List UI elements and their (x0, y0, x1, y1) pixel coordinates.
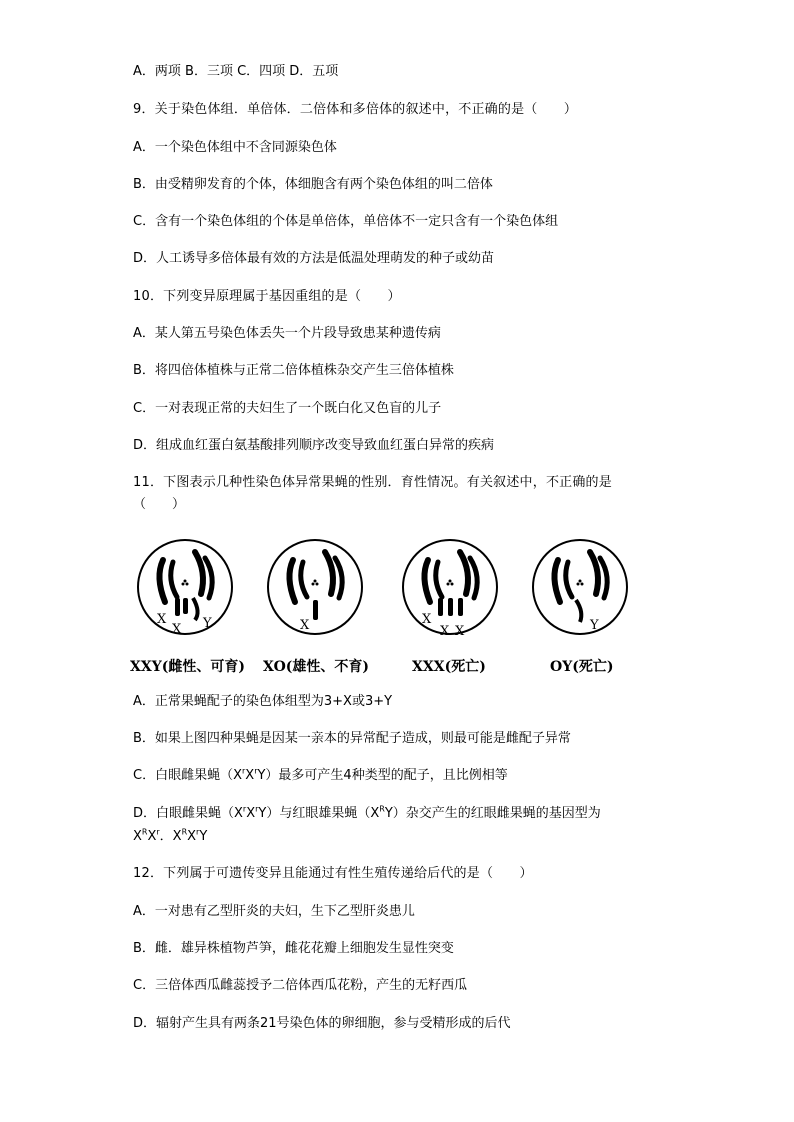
option-d: D．人工诱导多倍体最有效的方法是低温处理萌发的种子或幼苗 (133, 251, 495, 266)
text-part: X (245, 768, 255, 783)
cell-oy-icon (530, 532, 630, 652)
option-d-genotype (133, 829, 207, 845)
label-x: X (157, 612, 167, 627)
option-a: A．正常果蝇配子的染色体组型为3+X或3+Y (133, 694, 393, 709)
allele-sup: r (242, 804, 247, 814)
caption-xxy: XXY(雌性、可育) (130, 659, 245, 675)
caption-oy: OY(死亡) (550, 659, 614, 675)
option-a: A．一个染色体组中不含同源染色体 (133, 140, 337, 155)
label-x: X (440, 624, 450, 639)
option-a: A．一对患有乙型肝炎的夫妇，生下乙型肝炎患儿 (133, 904, 415, 919)
text-part: X (246, 806, 256, 821)
option-b: B．雌．雄异株植物芦笋，雌花花瓣上细胞发生显性突变 (133, 941, 454, 956)
option-c (133, 768, 508, 784)
option-d: D．辐射产生具有两条21号染色体的卵细胞，参与受精形成的后代 (133, 1016, 511, 1031)
cell-xxx-icon (400, 532, 500, 652)
allele-sup: R (181, 827, 188, 837)
option-c: C．一对表现正常的夫妇生了一个既白化又色盲的儿子 (133, 401, 442, 416)
label-x: X (172, 622, 182, 637)
allele-sup: R (379, 804, 385, 814)
allele-sup: r (255, 804, 259, 814)
allele-sup: r (196, 827, 200, 837)
text-part: C．白眼雌果蝇（X (133, 768, 242, 783)
label-y: Y (203, 616, 212, 631)
cell-xo-icon (265, 532, 365, 652)
text-line: A．两项 B．三项 C．四项 D．五项 (133, 64, 339, 79)
allele-sup: R (141, 827, 148, 837)
text-part: X (187, 829, 197, 844)
text-part: Y）与红眼雄果蝇（X (258, 806, 380, 821)
label-x: X (455, 624, 465, 639)
allele-sup: r (241, 766, 246, 776)
option-c: C．含有一个染色体组的个体是单倍体，单倍体不一定只含有一个染色体组 (133, 214, 559, 229)
label-y: Y (590, 618, 599, 633)
option-d: D．组成血红蛋白氨基酸排列顺序改变导致血红蛋白异常的疾病 (133, 438, 495, 453)
caption-xo: XO(雄性、不育) (263, 659, 370, 675)
text-part: Y）最多可产生4种类型的配子，且比例相等 (257, 768, 508, 783)
caption-xxx: XXX(死亡) (412, 659, 486, 675)
cell-xxy-icon (135, 532, 235, 652)
option-b: B．由受精卵发育的个体，体细胞含有两个染色体组的叫二倍体 (133, 177, 493, 192)
question-11-bracket: （ ） (133, 497, 186, 512)
text-part: Y (199, 829, 208, 844)
option-b: B．将四倍体植株与正常二倍体植株杂交产生三倍体植株 (133, 363, 454, 378)
allele-sup: r (254, 766, 258, 776)
option-b: B．如果上图四种果蝇是因某一亲本的异常配子造成，则最可能是雌配子异常 (133, 731, 571, 746)
question-12: 12．下列属于可遗传变异且能通过有性生殖传递给后代的是（ ） (133, 866, 533, 881)
option-c: C．三倍体西瓜雌蕊授予二倍体西瓜花粉，产生的无籽西瓜 (133, 978, 468, 993)
allele-sup: r (156, 827, 160, 837)
text-part: D．白眼雌果蝇（X (133, 806, 243, 821)
label-x: X (300, 618, 310, 633)
chromosome-figure (130, 532, 650, 682)
option-d (133, 806, 601, 822)
option-a: A．某人第五号染色体丢失一个片段导致患某种遗传病 (133, 326, 441, 341)
text-part: Y）杂交产生的红眼雌果蝇的基因型为 (384, 806, 601, 821)
question-10: 10．下列变异原理属于基因重组的是（ ） (133, 289, 401, 304)
text-part: X (133, 829, 142, 844)
question-9: 9．关于染色体组．单倍体．二倍体和多倍体的叙述中，不正确的是（ ） (133, 102, 578, 117)
text-part: X (147, 829, 157, 844)
question-11: 11．下图表示几种性染色体异常果蝇的性别．育性情况。有关叙述中，不正确的是 (133, 475, 612, 490)
text-part: ．X (159, 829, 182, 844)
label-x: X (422, 612, 432, 627)
